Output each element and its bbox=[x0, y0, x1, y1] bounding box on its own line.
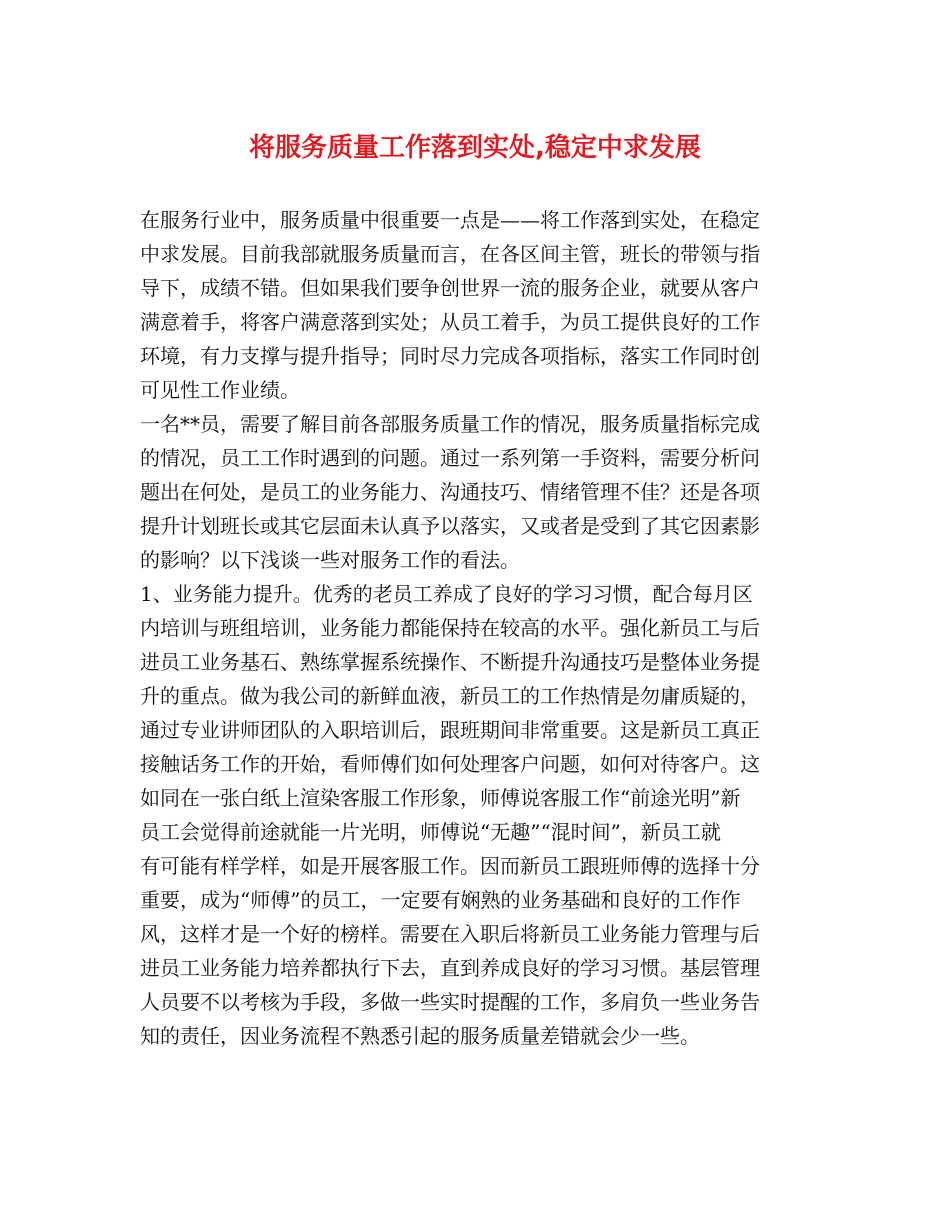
body-line: 满意着手，将客户满意落到实处；从员工着手，为员工提供良好的工作 bbox=[140, 310, 760, 334]
body-line: 知的责任，因业务流程不熟悉引起的服务质量差错就会少一些。 bbox=[140, 1024, 700, 1048]
body-line: 内培训与班组培训，业务能力都能保持在较高的水平。强化新员工与后 bbox=[140, 616, 760, 640]
body-line: 在服务行业中，服务质量中很重要一点是——将工作落到实处，在稳定 bbox=[140, 208, 760, 232]
body-line: 题出在何处，是员工的业务能力、沟通技巧、情绪管理不佳？还是各项 bbox=[140, 480, 760, 504]
body-line: 接触话务工作的开始，看师傅们如何处理客户问题，如何对待客户。这 bbox=[140, 752, 760, 776]
body-line: 中求发展。目前我部就服务质量而言，在各区间主管，班长的带领与指 bbox=[140, 242, 760, 266]
body-line: 人员要不以考核为手段，多做一些实时提醒的工作，多肩负一些业务告 bbox=[140, 990, 760, 1014]
body-line: 1、业务能力提升。优秀的老员工养成了良好的学习习惯，配合每月区 bbox=[140, 582, 753, 606]
body-line: 升的重点。做为我公司的新鲜血液，新员工的工作热情是勿庸质疑的， bbox=[140, 684, 760, 708]
document-title: 将服务质量工作落到实处,稳定中求发展 bbox=[249, 133, 701, 163]
body-line: 通过专业讲师团队的入职培训后，跟班期间非常重要。这是新员工真正 bbox=[140, 718, 760, 742]
body-line: 环境，有力支撑与提升指导；同时尽力完成各项指标，落实工作同时创 bbox=[140, 344, 760, 368]
body-line: 如同在一张白纸上渲染客服工作形象，师傅说客服工作“前途光明”新 bbox=[140, 786, 741, 810]
body-line: 提升计划班长或其它层面未认真予以落实，又或者是受到了其它因素影 bbox=[140, 514, 760, 538]
body-line: 的情况，员工工作时遇到的问题。通过一系列第一手资料，需要分析问 bbox=[140, 446, 760, 470]
body-line: 进员工业务能力培养都执行下去，直到养成良好的学习习惯。基层管理 bbox=[140, 956, 760, 980]
body-line: 的影响？以下浅谈一些对服务工作的看法。 bbox=[140, 548, 520, 572]
body-line: 员工会觉得前途就能一片光明，师傅说“无趣”“混时间”，新员工就 bbox=[140, 820, 721, 844]
body-line: 重要，成为“师傅”的员工，一定要有娴熟的业务基础和良好的工作作 bbox=[140, 888, 741, 912]
body-line: 导下，成绩不错。但如果我们要争创世界一流的服务企业，就要从客户 bbox=[140, 276, 760, 300]
body-line: 有可能有样学样，如是开展客服工作。因而新员工跟班师傅的选择十分 bbox=[140, 854, 760, 878]
body-line: 一名**员，需要了解目前各部服务质量工作的情况，服务质量指标完成 bbox=[140, 412, 760, 436]
body-line: 进员工业务基石、熟练掌握系统操作、不断提升沟通技巧是整体业务提 bbox=[140, 650, 760, 674]
body-line: 可见性工作业绩。 bbox=[140, 378, 300, 402]
body-line: 风，这样才是一个好的榜样。需要在入职后将新员工业务能力管理与后 bbox=[140, 922, 760, 946]
